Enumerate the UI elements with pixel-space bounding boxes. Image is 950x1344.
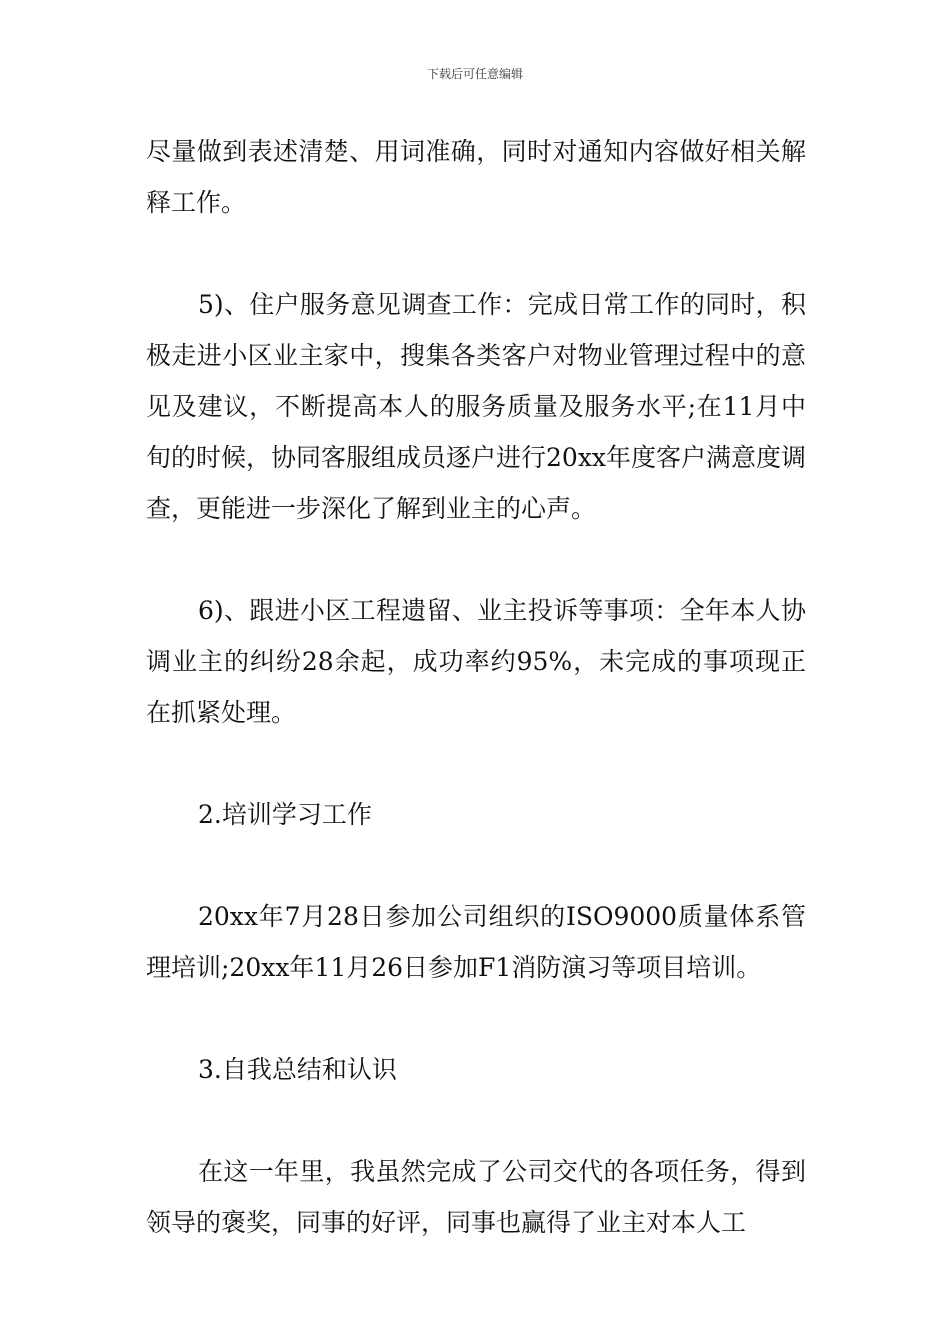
document-body [146,126,806,1248]
paragraph-gap [146,228,806,279]
paragraph-gap [146,993,806,1044]
paragraph-training-details: 20xx年7月28日参加公司组织的ISO9000质量体系管理培训;20xx年11月26日参加F1消防演习等项目培训。 [146,902,806,982]
section-heading-self-summary: 3.自我总结和认识 [198,1055,397,1084]
paragraph-resident-survey: 5)、住户服务意见调查工作：完成日常工作的同时，积极走进小区业主家中，搜集各类客户对物业管理过程中的意见及建议，不断提高本人的服务质量及服务水平;在11月中旬的时候，协同客服组成员逐户进行20xx年度客户满意度调查，更能进一步深化了解到业主的心声。 [146,290,807,523]
paragraph-gap [146,738,806,789]
paragraph-gap [146,1095,806,1146]
paragraph-notice-explanation: 尽量做到表述清楚、用词准确，同时对通知内容做好相关解释工作。 [146,137,806,217]
section-heading-training: 2.培训学习工作 [198,800,372,829]
paragraph-gap [146,840,806,891]
paragraph-self-summary: 在这一年里，我虽然完成了公司交代的各项任务，得到领导的褒奖，同事的好评，同事也赢得了业主对本人工 [146,1157,806,1237]
paragraph-gap [146,534,806,585]
page-header: 下载后可任意编辑 [426,67,523,81]
paragraph-complaint-followup: 6)、跟进小区工程遗留、业主投诉等事项：全年本人协调业主的纠纷28余起，成功率约95%，未完成的事项现正在抓紧处理。 [146,596,806,727]
